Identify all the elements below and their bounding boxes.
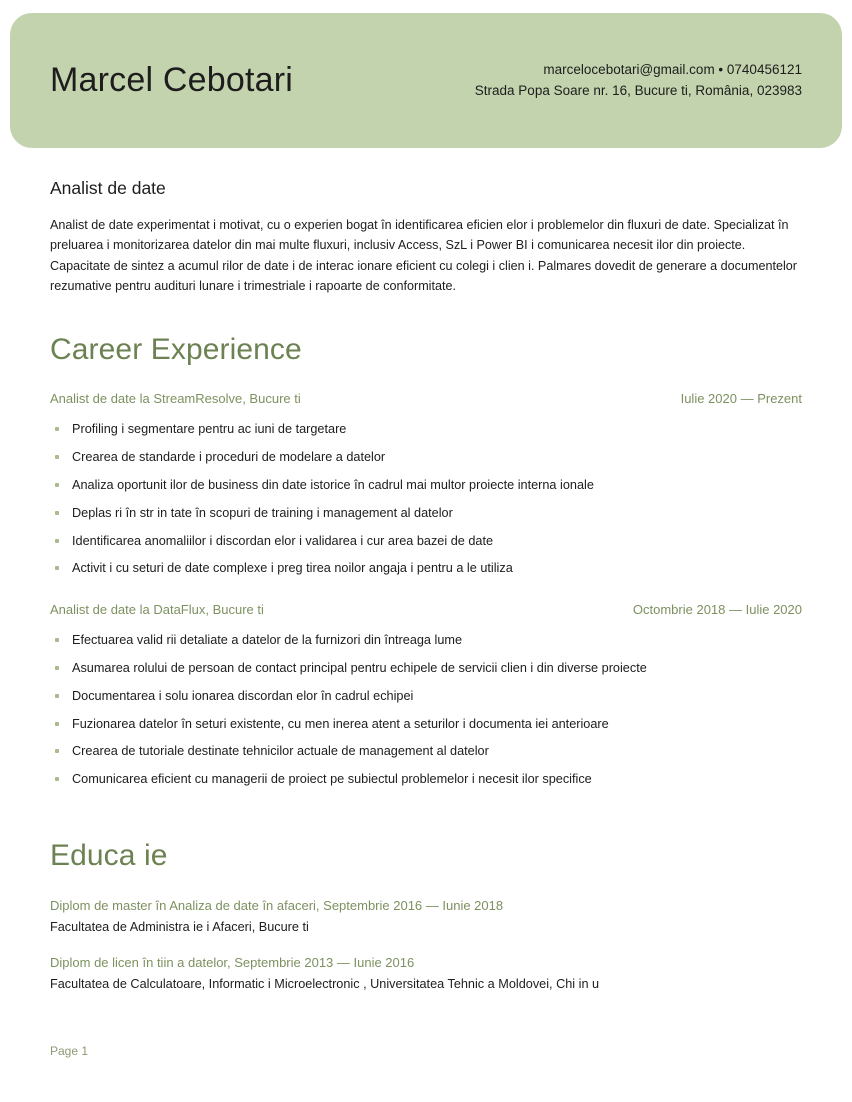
education-entry — [50, 954, 802, 993]
resume-content — [50, 178, 802, 1012]
experience-dates: Octombrie 2018 — Iulie 2020 — [632, 601, 802, 617]
experience-entry-header — [50, 391, 802, 408]
list-item: Efectuarea valid rii detaliate a datelor de la furnizori din întreaga lume — [50, 631, 802, 649]
list-item: Asumarea rolului de persoan de contact principal pentru echipele de servicii clien i din diverse proiecte — [50, 659, 802, 677]
summary-paragraph: Analist de date experimentat i motivat, cu o experien bogat în identificarea eficien elor i problemelor din fluxuri de date. Specializat în preluarea i monitorizarea datelor din mai multe fluxuri, inclusiv Access, SzL i Power BI i comunicarea necesit ilor din proiecte. Capacitate de sintez a acumul rilor de date i de interac ionare eficient cu colegi i clien i. Palmares dovedit de generare a documentelor rezumative pentru audituri lunare i trimestriale i rapoarte de conformitate. — [50, 218, 797, 294]
experience-position: Analist de date la DataFlux, Bucure ti — [50, 601, 264, 617]
page-number: Page 1 — [50, 1044, 89, 1058]
education-degree: Diplom de master în Analiza de date în afaceri, Septembrie 2016 — Iunie 2018 — [50, 898, 504, 914]
education-school: Facultatea de Administra ie i Afaceri, Bucure ti — [50, 920, 309, 935]
education-entry — [50, 897, 802, 936]
role-title: Analist de date — [50, 178, 166, 198]
list-item: Identificarea anomaliilor i discordan elor i validarea i cur area bazei de date — [50, 532, 802, 550]
contact-email-phone: marcelocebotari@gmail.com • 0740456121 — [543, 61, 802, 77]
contact-block — [475, 60, 802, 102]
header-inner — [50, 13, 802, 148]
list-item: Profiling i segmentare pentru ac iuni de targetare — [50, 420, 802, 438]
section-career-experience — [50, 333, 802, 789]
section-heading-education: Educa ie — [50, 838, 168, 872]
experience-entry-header — [50, 602, 802, 619]
education-school: Facultatea de Calculatoare, Informatic i Microelectronic , Universitatea Tehnic a Moldovei, Chi in u — [50, 977, 600, 992]
list-item: Analiza oportunit ilor de business din date istorice în cadrul mai multor proiecte interna ionale — [50, 476, 802, 494]
list-item: Crearea de standarde i proceduri de modelare a datelor — [50, 448, 802, 466]
experience-bullets — [50, 631, 802, 789]
list-item: Comunicarea eficient cu managerii de proiect pe subiectul problemelor i necesit ilor specifice — [50, 770, 802, 788]
experience-dates: Iulie 2020 — Prezent — [680, 391, 802, 407]
experience-entry — [50, 391, 802, 578]
page-title: Marcel Cebotari — [50, 60, 293, 99]
list-item: Documentarea i solu ionarea discordan elor în cadrul echipei — [50, 687, 802, 705]
list-item: Crearea de tutoriale destinate tehnicilor actuale de management al datelor — [50, 742, 802, 760]
contact-address: Strada Popa Soare nr. 16, Bucure ti, România, 023983 — [474, 82, 802, 98]
list-item: Fuzionarea datelor în seturi existente, cu men inerea atent a seturilor i documenta iei anterioare — [50, 715, 802, 733]
experience-bullets — [50, 420, 802, 578]
section-education — [50, 839, 802, 994]
list-item: Deplas ri în str in tate în scopuri de training i management al datelor — [50, 504, 802, 522]
header-banner — [10, 13, 842, 148]
list-item: Activit i cu seturi de date complexe i preg tirea noilor angaja i pentru a le utiliza — [50, 559, 802, 577]
experience-entry — [50, 602, 802, 789]
experience-position: Analist de date la StreamResolve, Bucure ti — [50, 391, 301, 407]
section-heading-experience: Career Experience — [50, 332, 302, 366]
education-degree: Diplom de licen în tiin a datelor, Septembrie 2013 — Iunie 2016 — [50, 955, 415, 971]
